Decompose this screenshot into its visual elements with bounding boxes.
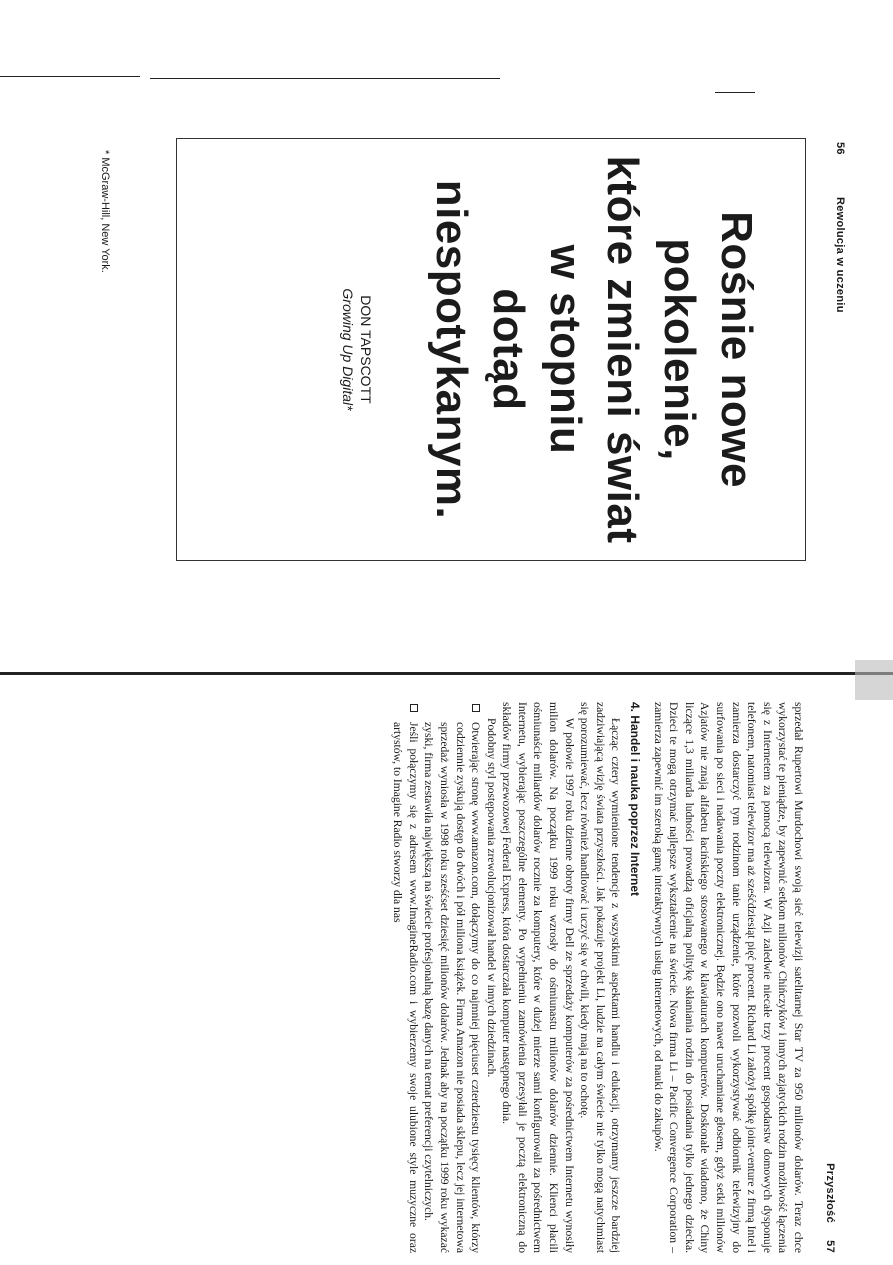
page-gutter-shadow [855, 660, 893, 700]
quote-line: pokolenie, [655, 238, 704, 461]
page-number: 57 [824, 1240, 836, 1253]
quote-line: dotąd [484, 288, 533, 411]
quote-line: niespotykanym. [427, 179, 476, 520]
bullet-text: Otwierając stronę www.amazon.com, dołączymy do co najmniej pięciuset czterdziestu tysięcy klientów, którzy codziennie zyskują dostęp do dwóch i pół miliona książek. Firma Amazon nie posiada sklepu, lecz jej internetowa sprzedaż wyniosła w 1998 roku sześćset dziesięć milionów dolarów. Jednak aby na początku 1999 roku wykazać zyski, firma zestawiła największą na świecie profesjonalną bazę danych na temat preferencji czytelniczych. [422, 722, 483, 1253]
page-gutter-line [0, 672, 893, 675]
right-page [76, 690, 836, 1265]
running-title: Przyszłość [824, 1163, 836, 1223]
paragraph: W połowie 1997 roku dzienne obroty firmy Dell ze sprzedaży komputerów za pośrednictwem Internetu wynosiły milion dolarów. Na początku 1999 roku wzrosły do ośmiunastu milionów dolarów dziennie. Klienci płacili ośmiunaście miliardów dolarów rocznie za komputery, które w dużej mierze sami konfigurowali za pośrednictwem Internetu, wybierając poszczególne elementy. Po wypełnieniu zamówienia przesyłali je pocztą elektroniczną do składów firmy przewozowej Federal Express, która dostarczała komputer następnego dnia. [500, 702, 576, 1253]
book-title: Growing Up Digital* [340, 288, 356, 411]
epigraph-quote [423, 139, 765, 560]
quote-line: które zmieni świat [598, 155, 647, 544]
section-heading: 4. Handel i nauka poprzez Internet [628, 702, 643, 897]
running-title: Rewolucja w uczeniu [834, 197, 846, 313]
scan-artifact-line [0, 76, 140, 77]
quote-line: w stopniu [541, 244, 590, 455]
paragraph: Łącząc cztery wymienione tendencje z wszystkimi aspektami handlu i edukacji, otrzymamy jeszcze bardziej zadziwiającą wizję świata przyszłości. Jak pokazuje projekt Li, ludzie na całym świecie nie tylko mogą natychmiast się porozumiewać, lecz również handlować i uczyć się w chwili, kiedy mają na to ochotę. [578, 702, 623, 1253]
quote-line: Rośnie nowe [712, 211, 761, 488]
scan-artifact-line [150, 78, 500, 79]
footnote: * McGraw-Hill, New York. [99, 150, 111, 273]
left-page [66, 130, 846, 630]
page-number: 56 [834, 142, 846, 155]
bullet-item [390, 702, 421, 1253]
author-name: DON TAPSCOTT [358, 295, 374, 404]
quote-box [176, 138, 806, 561]
bullet-text: Jeśli połączymy się z adresem www.ImagineRadio.com i wybierzemy swoje ulubione style muzyczne oraz artystów, to Imagine Radio stworzy dla nas [391, 722, 420, 1253]
paragraph: Podobny styl postępowania zrewolucjonizował handel w innych dziedzinach. [484, 718, 498, 1078]
scan-artifact-line [715, 92, 755, 93]
checkbox-bullet-icon [472, 704, 480, 712]
body-text [390, 702, 806, 1253]
bullet-item [421, 702, 483, 1253]
quote-attribution [339, 139, 375, 560]
checkbox-bullet-icon [410, 704, 418, 712]
paragraph: sprzedał Rupertowi Murdochowi swoją sieć telewizji satelitarnej Star TV za 950 milionów dolarów. Teraz chce wykorzystać te pieniądze, by zapewnić setkom milionów Chińczyków i innych azjatyckich rodzin możliwość łączenia się z Internetem za pomocą telewizora. W Azji zaledwie niecałe trzy procent gospodarstw domowych dysponuje telefonem, natomiast telewizor ma aż sześćdziesiąt pięć procent. Richard Li założył spółkę joint-venture z firmą Intel i zamierza dostarczyć tym rodzinom tanie urządzenie, które pozwoli wykorzystywać odbiornik telewizyjny do surfowania po sieci i nadawania poczty elektronicznej. Będzie ono nawet uruchamiane głosem, gdyż setki milionów Azjatów nie znają alfabetu łacińskiego stosowanego w klawiaturach komputerów. Doskonale wiadomo, że Chiny liczące 1,3 miliarda ludności prowadzą oficjalną politykę skłaniania rodzin do posiadania tylko jednego dziecka. Dzieci te mogą otrzymać najlepsze wykształcenie na świecie. Nowa firma Li – Pacific Convergence Corporation – zamierza zapewnić im szeroką gamę interaktywnych usług internetowych, od nauki do zakupów. [651, 702, 805, 1253]
